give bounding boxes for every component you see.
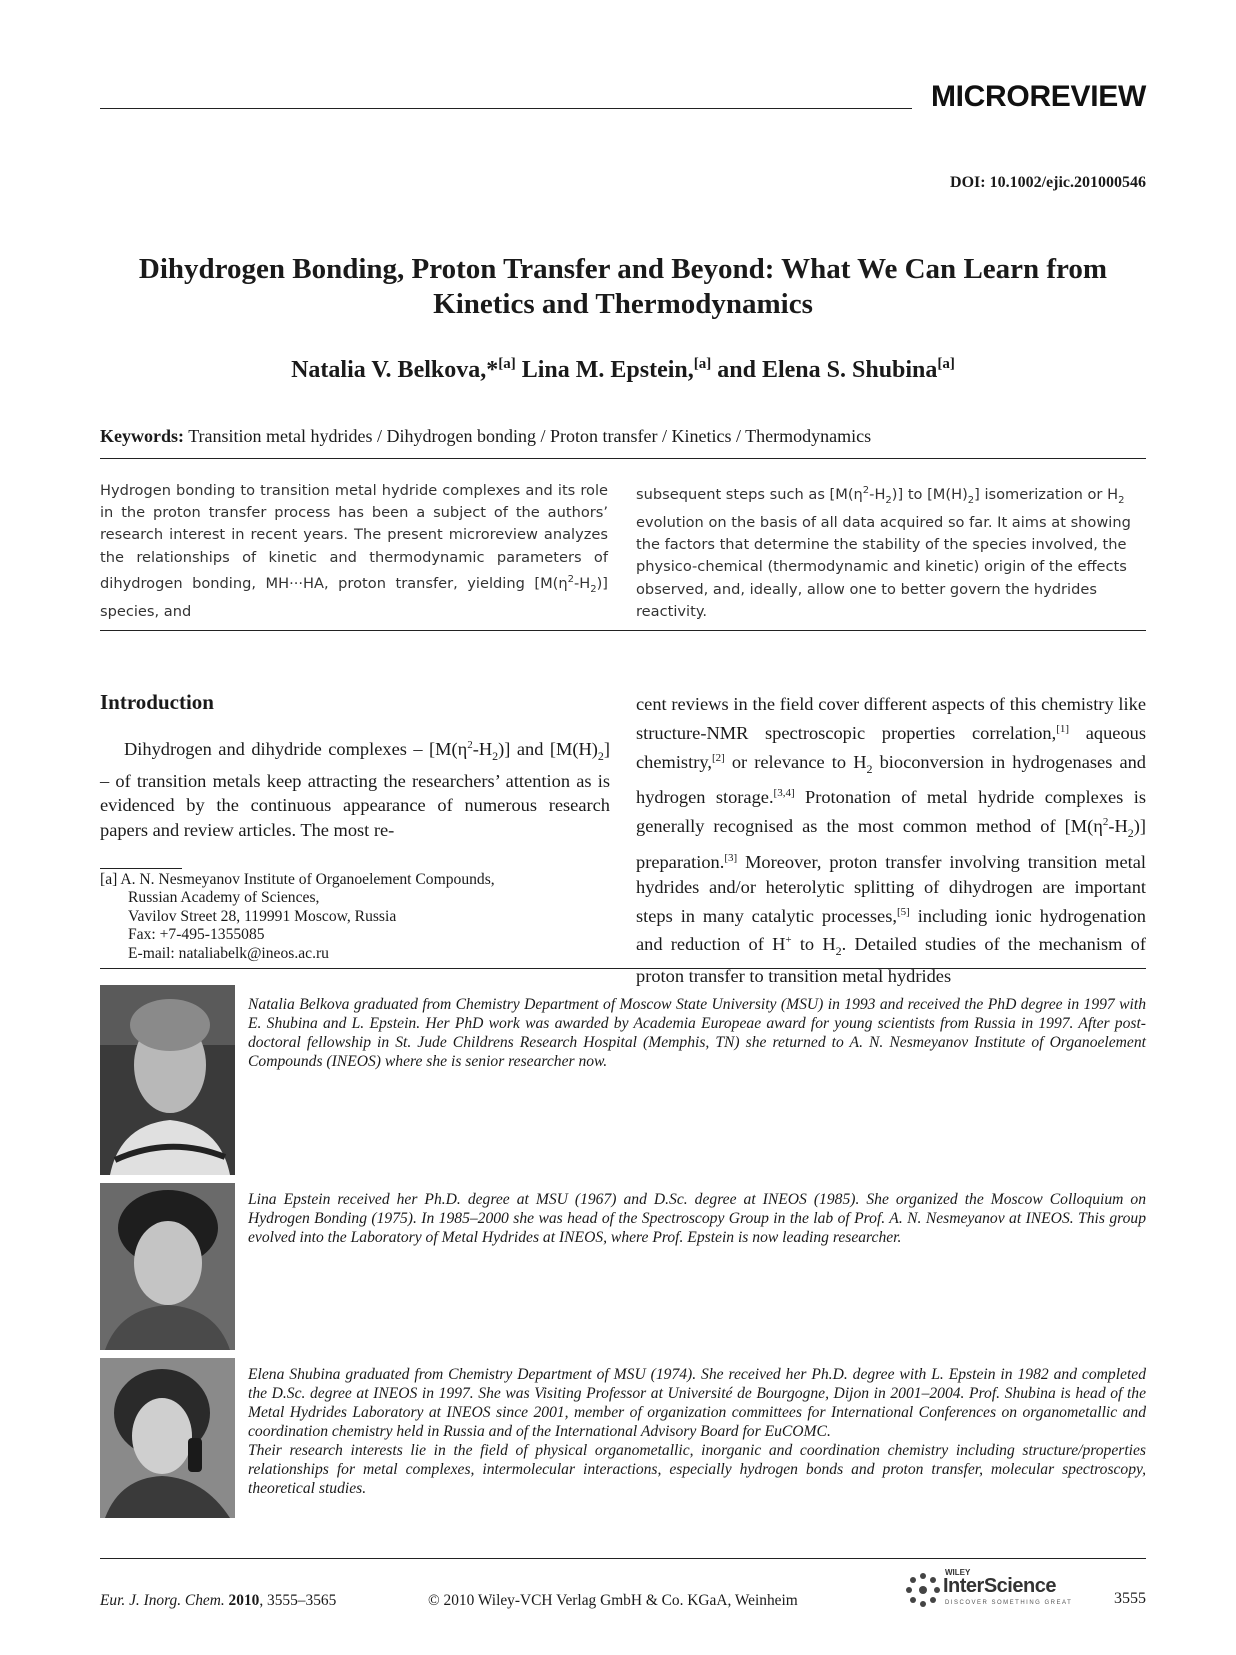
author-name: Natalia V. Belkova,* [291, 357, 499, 383]
footnote-line: Fax: +7-495-1355085 [128, 926, 265, 944]
header-rule [100, 108, 912, 109]
body-text: bioconversion in hydrogenases and hydrogen storage. [636, 751, 1147, 808]
bio-top-rule [100, 968, 1146, 969]
keywords-list: Transition metal hydrides / Dihydrogen bonding / Proton transfer / Kinetics / Thermodynamics [188, 426, 872, 446]
author-photo-epstein [100, 1183, 235, 1350]
sub: 2 [885, 494, 892, 506]
body-text: )] preparation. [636, 816, 1146, 872]
abstract-text: evolution on the basis of all data acquired so far. It aims at showing the factors that determine the stability of the species involved, the physico-chemical (thermodynamic and kinetic) origin of the effects observed, and, ideally, allow one to better govern the hydrides reactivity. [636, 513, 1131, 620]
journal-pages: , 3555–3565 [259, 1592, 337, 1609]
body-text: to H [791, 934, 836, 955]
copyright: © 2010 Wiley-VCH Verlag GmbH & Co. KGaA, Weinheim [428, 1592, 798, 1609]
author-name: Lina M. Epstein, [521, 357, 694, 383]
page-number: 3555 [1114, 1590, 1146, 1607]
abstract-text: -H [869, 485, 886, 503]
intro-right-column [636, 692, 1146, 989]
logo-interscience: InterScience [943, 1575, 1056, 1597]
bio-shubina [248, 1365, 1146, 1498]
footnote-line: Vavilov Street 28, 119991 Moscow, Russia [128, 907, 397, 925]
abstract-text: -H [573, 574, 591, 592]
body-text: Moreover, proton transfer involving transition metal hydrides and/or heterolytic splitting of dihydrogen are important steps in many catalytic processes, [636, 851, 1146, 926]
author-affil: [a] [693, 356, 712, 372]
sub: 2 [1118, 494, 1125, 506]
sup: 2 [567, 573, 574, 585]
sub: 2 [590, 583, 597, 595]
logo-wiley: WILEY [945, 1568, 971, 1577]
journal-name: Eur. J. Inorg. Chem. [100, 1592, 225, 1609]
keywords-label: Keywords: [100, 426, 184, 446]
body-text: aqueous chemistry, [636, 722, 1146, 772]
author-photo-shubina [100, 1358, 235, 1518]
bio-epstein: Lina Epstein received her Ph.D. degree at MSU (1967) and D.Sc. degree at INEOS (1985). She organized the Moscow Colloquium on Hydrogen Bonding (1975). In 1985–2000 she was head of the Spectroscopy Group in the lab of Prof. A. N. Nesmeyanov at INEOS. This group evolved into the Laboratory of Metal Hydrides at INEOS, where Prof. Epstein is now leading researcher. [248, 1191, 1146, 1246]
sub: 2 [492, 748, 499, 763]
keywords [100, 426, 871, 447]
section-heading: Introduction [100, 690, 214, 714]
sup: 2 [862, 485, 870, 496]
body-text: including ionic hydrogenation and reduction of H [636, 905, 1146, 955]
author-affil: [a] [498, 356, 516, 372]
abstract-text: ] isomerization or H [974, 485, 1119, 503]
abstract-top-rule [100, 458, 1146, 459]
body-text: -H [472, 739, 493, 760]
body-text: . Detailed studies of the mechanism of proton transfer to transition metal hydrides [636, 934, 1146, 987]
sub: 2 [967, 494, 975, 506]
title-line-1: Dihydrogen Bonding, Proton Transfer and Beyond: What We Can Learn from [138, 253, 1108, 285]
abstract-text: subsequent steps such as [M(η [636, 485, 863, 503]
sub: 2 [1127, 826, 1134, 841]
abstract-right [636, 480, 1146, 623]
journal-citation [100, 1592, 336, 1610]
author-list [100, 356, 1146, 384]
research-interests: Their research interests lie in the field of physical organometallic, inorganic and coordination chemistry including structure/properties relationships for metal complexes, intermolecular interactions, especially hydrogen bonds and proton transfer, molecular spectroscopy, theoretical studies. [248, 1442, 1146, 1497]
sup: + [785, 934, 792, 947]
body-text: Dihydrogen and dihydride complexes – [M(η [124, 739, 468, 760]
doi[interactable]: DOI: 10.1002/ejic.201000546 [950, 174, 1146, 191]
abstract-left [100, 480, 608, 623]
sub: 2 [866, 761, 873, 776]
sup: 2 [467, 739, 473, 751]
abstract-text: )] species, and [100, 574, 608, 620]
section-label: MICROREVIEW [930, 80, 1146, 113]
title-line-2: Kinetics and Thermodynamics [433, 288, 813, 320]
body-text: -H [1108, 816, 1128, 837]
interscience-logo-icon [903, 1570, 943, 1610]
logo-tagline: DISCOVER SOMETHING GREAT [945, 1600, 1073, 1606]
footnote-line: [a] A. N. Nesmeyanov Institute of Organoelement Compounds, [100, 871, 495, 888]
author-photo-belkova [100, 985, 235, 1175]
sub: 2 [835, 944, 842, 959]
footnote-email[interactable]: E-mail: nataliabelk@ineos.ac.ru [128, 944, 329, 962]
bio-belkova: Natalia Belkova graduated from Chemistry Department of Moscow State University (MSU) in 1993 and received the PhD degree in 1997 with E. Shubina and L. Epstein. Her PhD work was awarded by Academia Europeae award for young scientists from Russia in 1997. After post-doctoral fellowship in St. Jude Childrens Research Hospital (Memphis, TN) she returned to A. N. Nesmeyanov Institute of Organoelement Compounds (INEOS) where she is senior researcher now. [248, 996, 1146, 1070]
interscience-logo[interactable] [903, 1568, 1078, 1612]
author-affil: [a] [937, 356, 955, 372]
journal-year: 2010 [228, 1592, 260, 1609]
intro-left-column [100, 733, 610, 843]
body-text: cent reviews in the field cover different aspects of this chemistry like structure-NMR spectroscopic properties correlation, [636, 694, 1146, 743]
article-title [100, 252, 1146, 322]
citation-link[interactable]: [1] [1056, 722, 1070, 735]
body-text: or relevance to H [724, 751, 867, 772]
bio-shubina-text: Elena Shubina graduated from Chemistry Department of MSU (1974). She received her Ph.D. degree with L. Epstein in 1982 and completed the D.Sc. degree at INEOS in 1997. She was Visiting Professor at Université de Bourgogne, Dijon in 2001–2004. Prof. Shubina is head of the Metal Hydrides Laboratory at INEOS since 2001, member of organization committees for International Conferences on organometallic and coordination chemistry held in Russia and of the International Advisory Board for EuCOMC. [248, 1366, 1146, 1440]
abstract-text: )] to [M(H) [891, 485, 968, 503]
citation-link[interactable]: [2] [711, 751, 725, 764]
sup: 2 [1102, 816, 1109, 829]
footnote-line: Russian Academy of Sciences, [128, 889, 320, 907]
abstract-bottom-rule [100, 630, 1146, 631]
citation-link[interactable]: [3,4] [773, 787, 795, 800]
citation-link[interactable]: [3] [724, 851, 738, 864]
citation-link[interactable]: [5] [896, 905, 910, 918]
author-name: Elena S. Shubina [761, 357, 938, 383]
affiliation-footnote [100, 871, 610, 963]
body-text: Protonation of metal hydride complexes is generally recognised as the most common method of [M(η [636, 787, 1146, 837]
sub: 2 [597, 748, 604, 763]
footer-rule [100, 1558, 1146, 1559]
footnote-rule [100, 868, 182, 869]
body-text: )] and [M(H) [498, 739, 598, 760]
abstract-text: Hydrogen bonding to transition metal hydride complexes and its role in the proton transfer process has been a subject of the authors’ research interest in recent years. The present microreview analyzes the relationships of kinetic and thermodynamic parameters of dihydrogen bonding, MH···HA, proton transfer, yielding [M(η [100, 482, 608, 592]
author-joiner: and [717, 357, 756, 383]
body-text: ] – of transition metals keep attracting the researchers’ attention as is evidenced by the continuous appearance of numerous research papers and review articles. The most re- [100, 739, 610, 841]
